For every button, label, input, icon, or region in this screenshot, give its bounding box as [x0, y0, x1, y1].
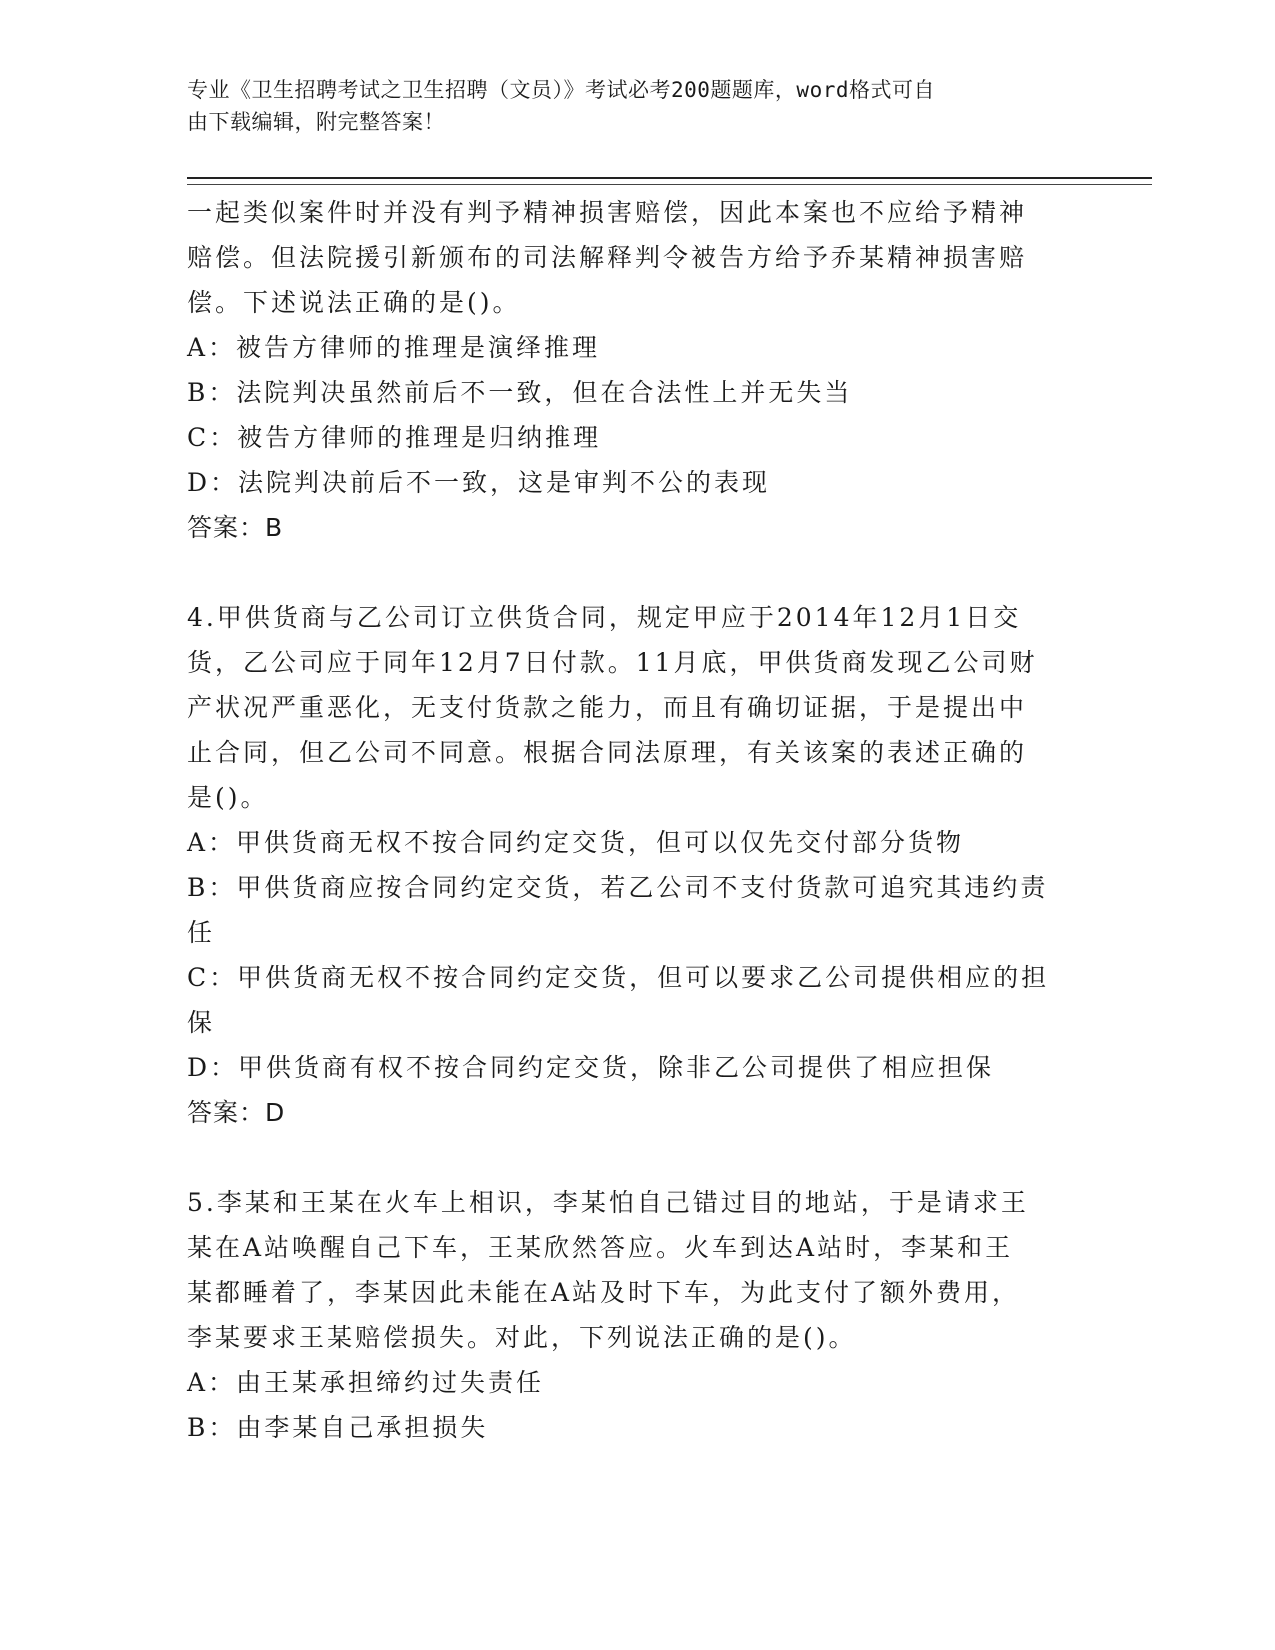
- option-a: A：由王某承担缔约过失责任: [187, 1368, 545, 1397]
- question-content: [187, 190, 1087, 1450]
- question-stem-line: 货，乙公司应于同年12月7日付款。11月底，甲供货商发现乙公司财: [187, 648, 1038, 677]
- question-stem-line: 产状况严重恶化，无支付货款之能力，而且有确切证据，于是提出中: [187, 693, 1028, 722]
- option-d: D：甲供货商有权不按合同约定交货，除非乙公司提供了相应担保: [187, 1053, 995, 1082]
- question-stem-line: 偿。下述说法正确的是()。: [187, 288, 521, 317]
- option-b: B：法院判决虽然前后不一致，但在合法性上并无失当: [187, 378, 853, 407]
- question-stem-line: 某在A站唤醒自己下车，王某欣然答应。火车到达A站时，李某和王: [187, 1233, 1014, 1262]
- question-stem-line: 李某要求王某赔偿损失。对此，下列说法正确的是()。: [187, 1323, 857, 1352]
- option-b: B：由李某自己承担损失: [187, 1413, 489, 1442]
- header-line-2: 由下载编辑，附完整答案！: [187, 110, 445, 134]
- question-4: [187, 595, 1087, 1135]
- option-b-continued: 任: [187, 918, 216, 947]
- answer-line: 答案：B: [187, 513, 284, 542]
- question-3: [187, 190, 1087, 550]
- question-stem-line: 4.甲供货商与乙公司订立供货合同，规定甲应于2014年12月1日交: [187, 603, 1022, 632]
- question-stem-line: 一起类似案件时并没有判予精神损害赔偿，因此本案也不应给予精神: [187, 198, 1028, 227]
- header-divider-thin: [187, 184, 1152, 185]
- document-header: [187, 74, 1067, 138]
- option-c: C：甲供货商无权不按合同约定交货，但可以要求乙公司提供相应的担: [187, 963, 1050, 992]
- option-b: B：甲供货商应按合同约定交货，若乙公司不支付货款可追究其违约责: [187, 873, 1049, 902]
- header-divider-thick: [187, 177, 1152, 179]
- question-stem-line: 是()。: [187, 783, 269, 812]
- question-stem-line: 5.李某和王某在火车上相识，李某怕自己错过目的地站，于是请求王: [187, 1188, 1029, 1217]
- question-5: [187, 1180, 1087, 1450]
- option-c-continued: 保: [187, 1008, 216, 1037]
- question-spacer: [187, 1135, 1087, 1180]
- question-spacer: [187, 550, 1087, 595]
- question-stem-line: 某都睡着了，李某因此未能在A站及时下车，为此支付了额外费用，: [187, 1278, 1021, 1307]
- option-a: A：甲供货商无权不按合同约定交货，但可以仅先交付部分货物: [187, 828, 965, 857]
- question-stem-line: 止合同，但乙公司不同意。根据合同法原理，有关该案的表述正确的: [187, 738, 1028, 767]
- header-line-1: 专业《卫生招聘考试之卫生招聘（文员）》考试必考200题题库，word格式可自: [187, 78, 935, 102]
- question-stem-line: 赔偿。但法院援引新颁布的司法解释判令被告方给予乔某精神损害赔: [187, 243, 1028, 272]
- option-c: C：被告方律师的推理是归纳推理: [187, 423, 602, 452]
- option-a: A：被告方律师的推理是演绎推理: [187, 333, 601, 362]
- answer-line: 答案：D: [187, 1098, 286, 1127]
- option-d: D：法院判决前后不一致，这是审判不公的表现: [187, 468, 771, 497]
